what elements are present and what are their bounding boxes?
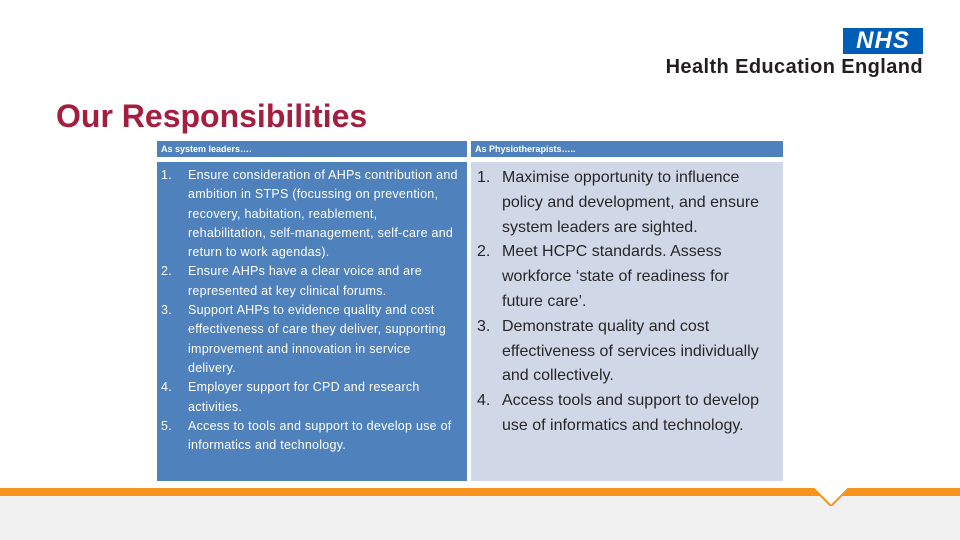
list-number: 2.: [477, 243, 491, 261]
system-leaders-column: [157, 141, 467, 481]
system-leaders-list: [157, 166, 459, 455]
list-number: 4.: [477, 392, 491, 410]
physiotherapist-item: [471, 166, 773, 240]
physiotherapist-item: [471, 315, 773, 389]
nhs-logo-badge: NHS: [843, 28, 923, 54]
list-number: 5.: [161, 418, 172, 433]
system-leaders-header: As system leaders….: [157, 141, 467, 157]
system-leader-item: [157, 301, 459, 378]
footer-notch-icon: [813, 488, 849, 506]
list-text: Ensure consideration of AHPs contribution and ambition in STPS (focussing on prevention, recovery, habitation, reablement, rehabilitation, self-management, self-care and return to work agendas).: [188, 168, 458, 260]
list-number: 1.: [477, 169, 491, 186]
list-text: Access tools and support to develop use of informatics and technology.: [502, 392, 760, 434]
list-number: 3.: [161, 303, 172, 318]
list-text: Access to tools and support to develop use of informatics and technology.: [188, 418, 452, 453]
list-text: Employer support for CPD and research activities.: [188, 380, 420, 414]
physiotherapist-item: [471, 240, 773, 314]
system-leaders-body: [157, 162, 467, 481]
list-number: 4.: [161, 380, 172, 395]
physiotherapist-item: [471, 389, 773, 439]
list-number: 3.: [477, 317, 491, 335]
physiotherapists-body: [471, 162, 783, 481]
org-name: Health Education England: [665, 56, 923, 78]
list-text: Maximise opportunity to influence policy and development, and ensure system leaders are sighted.: [502, 169, 760, 236]
list-text: Demonstrate quality and cost effectiveness of services individually and collectively.: [502, 317, 759, 385]
system-leader-item: [157, 417, 459, 456]
system-leader-item: [157, 262, 459, 301]
physiotherapists-column: [471, 141, 783, 481]
physiotherapists-header: As Physiotherapists…..: [471, 141, 783, 157]
hee-logo: [593, 28, 923, 78]
list-text: Meet HCPC standards. Assess workforce ‘state of readiness for future care’.: [502, 243, 729, 310]
system-leader-item: [157, 378, 459, 417]
physiotherapists-list: [471, 166, 773, 439]
system-leader-item: [157, 166, 459, 262]
list-number: 1.: [161, 168, 172, 182]
slide-title: Our Responsibilities: [56, 98, 368, 134]
list-text: Support AHPs to evidence quality and cost effectiveness of care they deliver, supporting improvement and innovation in service delivery.: [188, 303, 446, 375]
list-text: Ensure AHPs have a clear voice and are represented at key clinical forums.: [188, 264, 422, 298]
list-number: 2.: [161, 264, 172, 279]
